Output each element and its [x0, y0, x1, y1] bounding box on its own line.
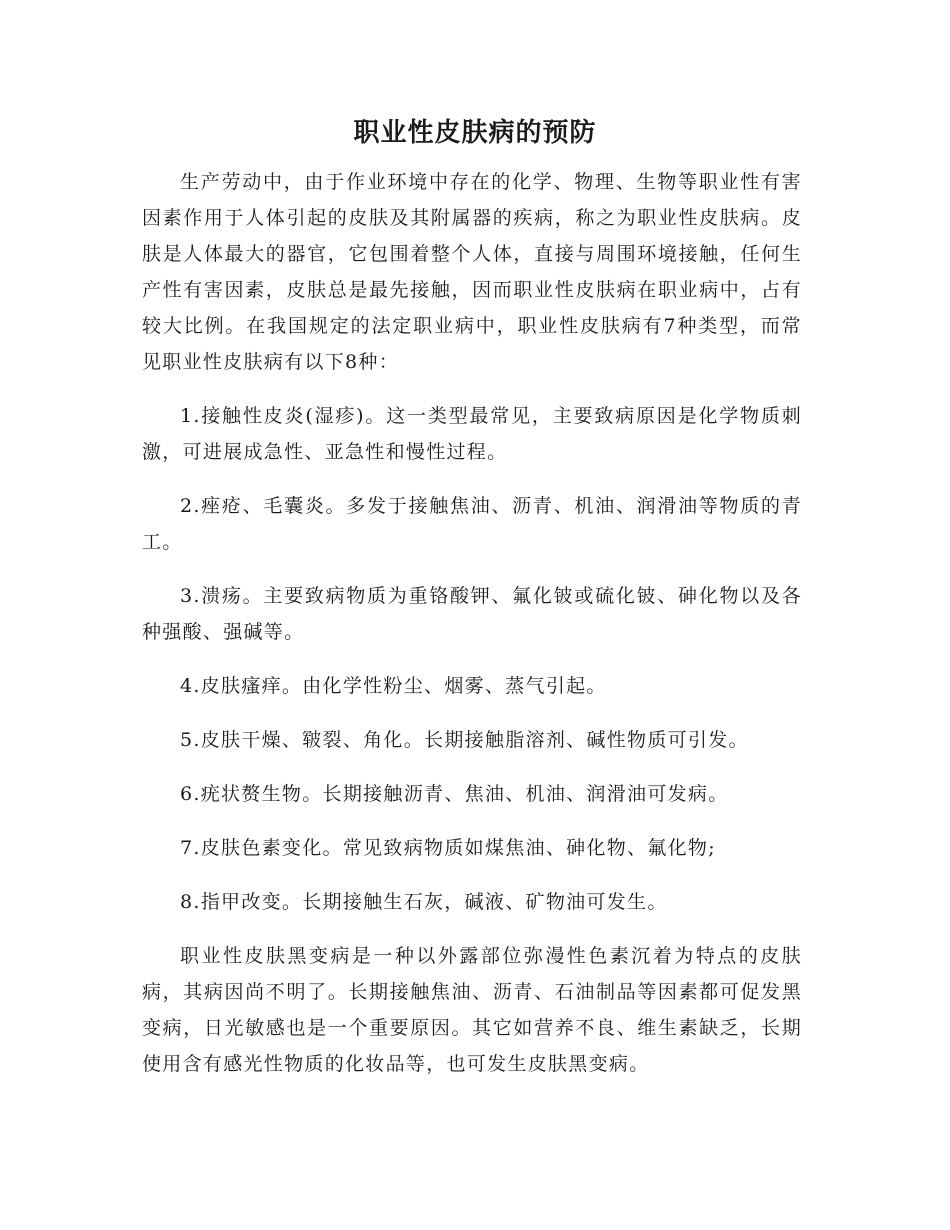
- document-body: [142, 164, 802, 1100]
- list-item: 5.皮肤干燥、皲裂、角化。长期接触脂溶剂、碱性物质可引发。: [180, 729, 749, 751]
- list-item: 8.指甲改变。长期接触生石灰，碱液、矿物油可发生。: [180, 891, 668, 913]
- list-item: 7.皮肤色素变化。常见致病物质如煤焦油、砷化物、氟化物;: [180, 837, 716, 859]
- document-title: 职业性皮肤病的预防: [353, 118, 597, 148]
- list-item: 6.疣状赘生物。长期接触沥青、焦油、机油、润滑油可发病。: [180, 783, 729, 805]
- list-item: 3.溃疡。主要致病物质为重铬酸钾、氟化铍或硫化铍、砷化物以及各种强酸、强碱等。: [142, 585, 802, 643]
- closing-paragraph: 职业性皮肤黑变病是一种以外露部位弥漫性色素沉着为特点的皮肤病，其病因尚不明了。长期接触焦油、沥青、石油制品等因素都可促发黑变病，日光敏感也是一个重要原因。其它如营养不良、维生素缺乏，长期使用含有感光性物质的化妆品等，也可发生皮肤黑变病。: [142, 945, 802, 1075]
- list-item: 4.皮肤瘙痒。由化学性粉尘、烟雾、蒸气引起。: [180, 675, 607, 697]
- list-item: 2.痤疮、毛囊炎。多发于接触焦油、沥青、机油、润滑油等物质的青工。: [142, 495, 802, 553]
- intro-paragraph: 生产劳动中，由于作业环境中存在的化学、物理、生物等职业性有害因素作用于人体引起的皮肤及其附属器的疾病，称之为职业性皮肤病。皮肤是人体最大的器官，它包围着整个人体，直接与周围环境接触，任何生产性有害因素，皮肤总是最先接触，因而职业性皮肤病在职业病中，占有较大比例。在我国规定的法定职业病中，职业性皮肤病有7种类型，而常见职业性皮肤病有以下8种：: [142, 171, 802, 373]
- list-item: 1.接触性皮炎(湿疹)。这一类型最常见，主要致病原因是化学物质刺激，可进展成急性、亚急性和慢性过程。: [142, 405, 802, 463]
